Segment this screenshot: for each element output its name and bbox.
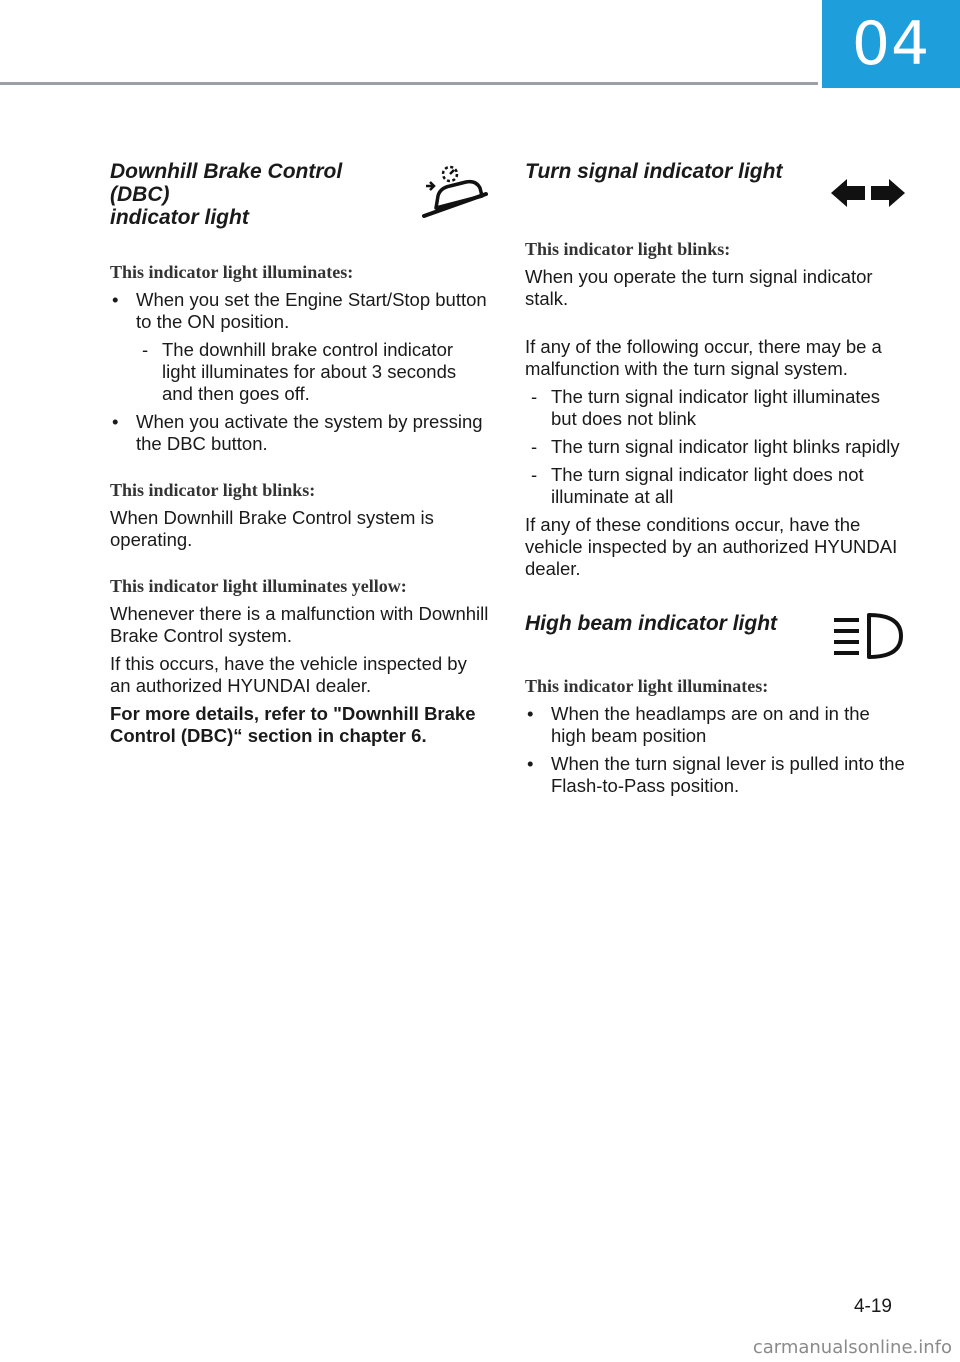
turn-malfunction-list: [525, 386, 905, 508]
chapter-tab: [822, 0, 960, 88]
turn-signal-section: [525, 160, 905, 183]
list-item: - The turn signal indicator light does not illuminate at all: [525, 464, 905, 508]
turn-blinks-text: When you operate the turn signal indicator stalk.: [525, 266, 873, 309]
dbc-blinks-subheading: This indicator light blinks:: [110, 480, 316, 500]
dbc-heading-line2: indicator light: [110, 206, 249, 229]
list-item: • When the headlamps are on and in the high beam position: [525, 703, 905, 747]
dbc-illuminates-list: [110, 289, 490, 455]
list-item: - The turn signal indicator light blinks rapidly: [525, 436, 905, 458]
downhill-brake-control-icon: [420, 162, 490, 225]
dbc-reference-text: For more details, refer to "Downhill Brake Control (DBC)“ section in chapter 6.: [110, 703, 476, 746]
right-column: [525, 160, 905, 797]
dbc-inspect-text: If this occurs, have the vehicle inspected by an authorized HYUNDAI dealer.: [110, 653, 467, 696]
turn-malfunction-text: If any of the following occur, there may be a malfunction with the turn signal system.: [525, 336, 882, 379]
turn-inspect-text: If any of these conditions occur, have the vehicle inspected by an authorized HYUNDAI dealer.: [525, 514, 898, 579]
dbc-dash-list: [136, 339, 490, 405]
dbc-illuminates-subheading: This indicator light illuminates:: [110, 262, 354, 282]
list-item: • When you activate the system by pressing the DBC button.: [110, 411, 490, 455]
high-beam-subheading: This indicator light illuminates:: [525, 676, 769, 696]
watermark: carmanualsonline.info: [752, 1337, 952, 1358]
dbc-yellow-text: Whenever there is a malfunction with Downhill Brake Control system.: [110, 603, 489, 646]
dbc-blinks-text: When Downhill Brake Control system is operating.: [110, 507, 434, 550]
dbc-yellow-subheading: This indicator light illuminates yellow:: [110, 576, 407, 596]
left-column: [110, 160, 490, 747]
high-beam-list: [525, 703, 905, 797]
turn-signal-arrows-icon: [831, 178, 905, 213]
high-beam-icon: [831, 612, 905, 665]
turn-blinks-subheading: This indicator light blinks:: [525, 239, 731, 259]
chapter-number: 04: [851, 9, 931, 79]
top-rule: [0, 82, 818, 85]
dbc-heading-line1: Downhill Brake Control (DBC): [110, 160, 343, 206]
list-item: - The downhill brake control indicator light illuminates for about 3 seconds and then goes off.: [136, 339, 490, 405]
page-number: 4-19: [853, 1296, 892, 1317]
list-item: • When you set the Engine Start/Stop button to the ON position. - The downhill brake control indicator light illuminates for about 3 seconds and then goes off.: [110, 289, 490, 405]
dbc-section: [110, 160, 490, 229]
list-item: - The turn signal indicator light illuminates but does not blink: [525, 386, 905, 430]
high-beam-section: [525, 612, 905, 635]
high-beam-heading: High beam indicator light: [525, 612, 778, 635]
list-item: • When the turn signal lever is pulled into the Flash-to-Pass position.: [525, 753, 905, 797]
dbc-heading: [110, 160, 400, 229]
turn-signal-heading: Turn signal indicator light: [525, 160, 783, 183]
